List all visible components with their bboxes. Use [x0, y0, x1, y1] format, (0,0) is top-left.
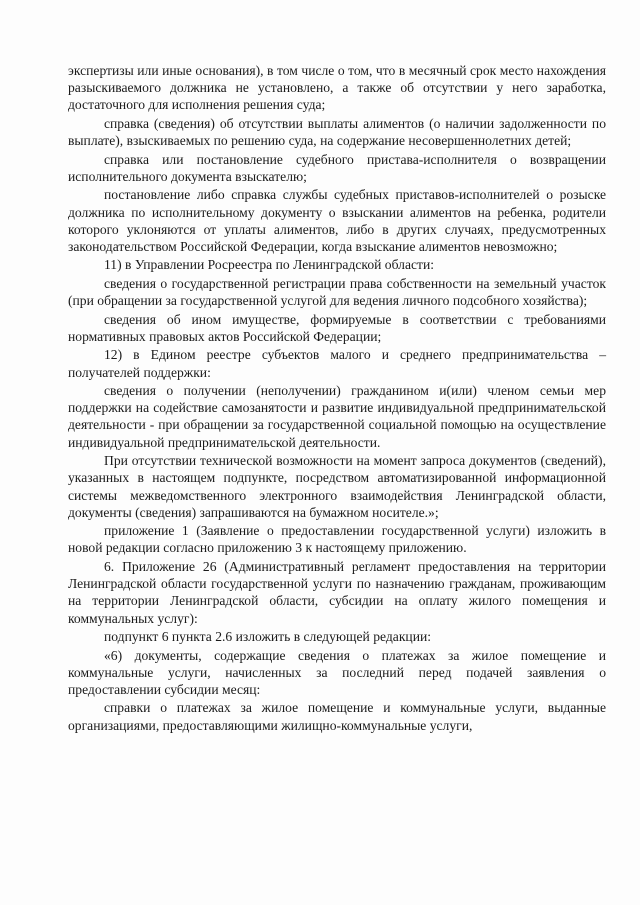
- paragraph-support-measures: сведения о получении (неполучении) гражданином и(или) членом семьи мер поддержки на содействие самозанятости и развитие индивидуальной предпринимательской деятельности - при обращении за государственной социальной помощью на осуществление индивидуальной предпринимательской деятельности.: [68, 383, 606, 450]
- paragraph-paper-request: При отсутствии технической возможности на момент запроса документов (сведений), указанных в настоящем подпункте, посредством автоматизированной информационной системы межведомственного электронного взаимодействия Ленинградской области, документы (сведения) запрашиваются на бумажном носителе.»;: [68, 453, 606, 520]
- document-body: [68, 62, 606, 735]
- paragraph-other-property: сведения об ином имуществе, формируемые в соответствии с требованиями нормативных правовых актов Российской Федерации;: [68, 311, 606, 344]
- paragraph-debtor-search: постановление либо справка службы судебных приставов-исполнителей о розыске должника по исполнительному документу о взыскании алиментов на ребенка, родители которого уклоняются от уплаты алиментов, либо в других случаях, предусмотренных законодательством Российской Федерации, когда взыскание алиментов невозможно;: [68, 187, 606, 254]
- paragraph-payment-certificates: справки о платежах за жилое помещение и коммунальные услуги, выданные организациями, предоставляющими жилищно-коммунальные услуги,: [68, 700, 606, 733]
- paragraph-item-12: 12) в Едином реестре субъектов малого и среднего предпринимательства – получателей поддержки:: [68, 347, 606, 380]
- paragraph-bailiff-return: справка или постановление судебного пристава-исполнителя о возвращении исполнительного документа взыскателю;: [68, 151, 606, 184]
- paragraph-alimony-certificate: справка (сведения) об отсутствии выплаты алиментов (о наличии задолженности по выплате), взыскиваемых по решению суда, на содержание несовершеннолетних детей;: [68, 115, 606, 149]
- paragraph-payment-documents: «6) документы, содержащие сведения о платежах за жилое помещение и коммунальные услуги, начисленных за последний перед подачей заявления о предоставлении субсидии месяц:: [68, 647, 606, 697]
- paragraph-continuation: экспертизы или иные основания), в том числе о том, что в месячный срок место нахождения разыскиваемого должника не установлено, а также об отсутствии у него заработка, достаточного для исполнения решения суда;: [68, 63, 606, 113]
- paragraph-land-registration: сведения о государственной регистрации права собственности на земельный участок (при обращении за государственной услугой для ведения личного подсобного хозяйства);: [68, 275, 606, 309]
- paragraph-item-11: 11) в Управлении Росреестра по Ленинградской области:: [104, 257, 435, 273]
- paragraph-subitem-6: подпункт 6 пункта 2.6 изложить в следующей редакции:: [104, 629, 432, 645]
- paragraph-appendix-1: приложение 1 (Заявление о предоставлении государственной услуги) изложить в новой редакции согласно приложению 3 к настоящему приложению.: [68, 523, 606, 556]
- paragraph-appendix-26: 6. Приложение 26 (Административный регламент предоставления на территории Ленинградской области государственной услуги по назначению гражданам, проживающим на территории Ленинградской области, субсидии на оплату жилого помещения и коммунальных услуг):: [68, 558, 606, 626]
